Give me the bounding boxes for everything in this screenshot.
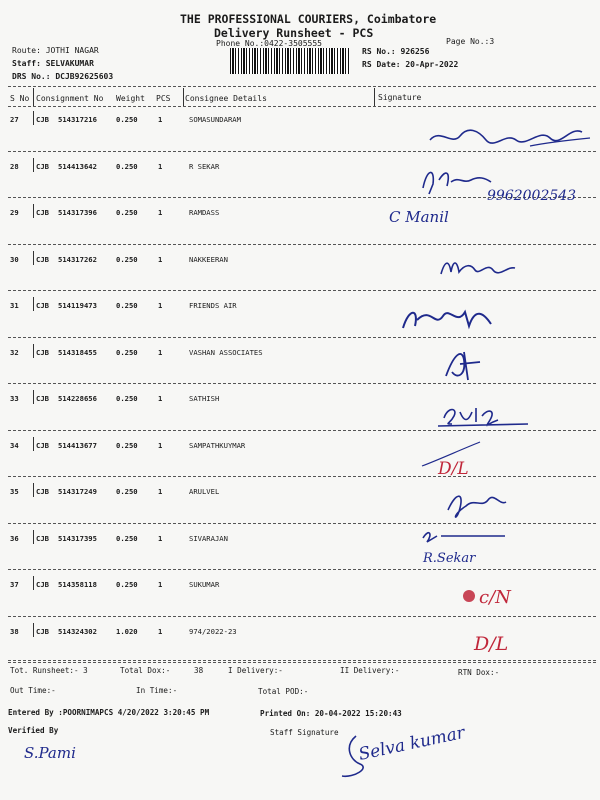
row-pcs: 1 bbox=[158, 394, 163, 403]
row-consignee: NAKKEERAN bbox=[189, 254, 228, 264]
row-consignee: SOMASUNDARAM bbox=[189, 115, 241, 124]
row-cjb: CJB bbox=[36, 394, 49, 403]
staff-signature-label: Staff Signature bbox=[270, 728, 339, 737]
row-pcs: 1 bbox=[158, 580, 163, 589]
staff-label: Staff: SELVAKUMAR bbox=[12, 59, 94, 68]
row-consignee: SAMPATHKUYMAR bbox=[189, 440, 246, 450]
row-sno: 38 bbox=[10, 626, 19, 636]
verified-by-label: Verified By bbox=[8, 726, 59, 735]
divider bbox=[8, 86, 596, 87]
signature-row34 bbox=[420, 440, 600, 482]
row-consignment-no: 514317396 bbox=[58, 208, 97, 217]
svg-text:Selva kumar: Selva kumar bbox=[356, 722, 467, 765]
col-signature: Signature bbox=[378, 93, 422, 102]
row-consignee: ARULVEL bbox=[189, 487, 220, 496]
row-cjb: CJB bbox=[36, 161, 49, 171]
row-weight: 0.250 bbox=[116, 394, 138, 403]
row-consignment-no: 514228656 bbox=[58, 394, 97, 403]
row-weight: 0.250 bbox=[116, 347, 138, 357]
row-consignment-no: 514119473 bbox=[58, 301, 97, 310]
svg-text:C Manil: C Manil bbox=[389, 208, 449, 226]
drs-number: DRS No.: DCJB92625603 bbox=[12, 72, 114, 81]
row-weight: 1.020 bbox=[116, 626, 138, 636]
row-consignee: FRIENDS AIR bbox=[189, 301, 237, 310]
col-sep bbox=[33, 437, 34, 451]
row-sno: 32 bbox=[10, 347, 19, 357]
signature-row36 bbox=[415, 524, 595, 570]
row-sno: 30 bbox=[10, 254, 19, 264]
row-cjb: CJB bbox=[36, 533, 49, 543]
row-pcs: 1 bbox=[158, 115, 163, 124]
rs-number: RS No.: 926256 bbox=[362, 47, 430, 56]
col-sep bbox=[33, 483, 34, 497]
signature-row35 bbox=[440, 486, 600, 520]
svg-text:c/N: c/N bbox=[479, 587, 511, 608]
row-consignee: R SEKAR bbox=[189, 161, 220, 171]
signature-row27 bbox=[420, 118, 600, 158]
svg-text:S.Pami: S.Pami bbox=[24, 744, 76, 762]
row-sno: 29 bbox=[10, 208, 19, 217]
row-divider bbox=[8, 662, 596, 663]
printed-on: Printed On: 20-04-2022 15:20:43 bbox=[260, 709, 402, 718]
row-weight: 0.250 bbox=[116, 533, 138, 543]
in-time: In Time:- bbox=[136, 686, 178, 695]
phone-number: Phone No.:0422-3505555 bbox=[216, 39, 322, 48]
row-divider bbox=[8, 430, 596, 431]
row-sno: 36 bbox=[10, 533, 19, 543]
row-pcs: 1 bbox=[158, 487, 163, 496]
row-weight: 0.250 bbox=[116, 440, 138, 450]
row-cjb: CJB bbox=[36, 487, 49, 496]
row-consignee: SUKUMAR bbox=[189, 580, 220, 589]
row-pcs: 1 bbox=[158, 254, 163, 264]
col-sep bbox=[33, 251, 34, 265]
entered-by: Entered By :POORNIMAPCS 4/20/2022 3:20:45 PM bbox=[8, 708, 210, 717]
document-title: Delivery Runsheet - PCS bbox=[214, 26, 374, 40]
col-sep bbox=[33, 88, 34, 106]
signature-row29 bbox=[385, 202, 565, 232]
phone-note: 9962002543 bbox=[487, 188, 577, 204]
signature-row31 bbox=[395, 298, 575, 338]
col-sep bbox=[33, 158, 34, 172]
row-cjb: CJB bbox=[36, 626, 49, 636]
row-sno: 34 bbox=[10, 440, 19, 450]
col-sep bbox=[33, 297, 34, 311]
row-divider bbox=[8, 290, 596, 291]
row-sno: 27 bbox=[10, 115, 19, 124]
rs-date: RS Date: 20-Apr-2022 bbox=[362, 60, 459, 69]
signature-row38 bbox=[470, 622, 600, 658]
col-sep bbox=[33, 344, 34, 358]
row-consignment-no: 514413642 bbox=[58, 161, 97, 171]
row-pcs: 1 bbox=[158, 347, 163, 357]
svg-text:D/L: D/L bbox=[438, 459, 469, 479]
row-pcs: 1 bbox=[158, 440, 163, 450]
col-sep bbox=[33, 576, 34, 590]
col-sno: S No bbox=[10, 94, 30, 103]
row-sno: 28 bbox=[10, 161, 19, 171]
row-cjb: CJB bbox=[36, 580, 49, 589]
out-time: Out Time:- bbox=[10, 686, 56, 695]
total-pod: Total POD:- bbox=[258, 687, 309, 696]
row-divider bbox=[8, 244, 596, 245]
row-consignment-no: 514317262 bbox=[58, 254, 97, 264]
row-weight: 0.250 bbox=[116, 208, 138, 217]
row-sno: 33 bbox=[10, 394, 19, 403]
col-pcs: PCS bbox=[156, 94, 171, 103]
row-consignment-no: 514317249 bbox=[58, 487, 97, 496]
row-cjb: CJB bbox=[36, 115, 49, 124]
signature-row33 bbox=[438, 398, 600, 428]
row-cjb: CJB bbox=[36, 254, 49, 264]
ii-delivery: II Delivery:- bbox=[340, 666, 400, 675]
route-label: Route: JOTHI NAGAR bbox=[12, 46, 99, 55]
row-consignee: VASHAN ASSOCIATES bbox=[189, 347, 263, 357]
svg-text:R.Sekar: R.Sekar bbox=[423, 551, 476, 566]
signature-row37 bbox=[455, 576, 600, 612]
row-weight: 0.250 bbox=[116, 301, 138, 310]
row-pcs: 1 bbox=[158, 161, 163, 171]
col-sep bbox=[33, 530, 34, 544]
col-consignee: Consignee Details bbox=[185, 94, 267, 103]
col-sep bbox=[374, 88, 375, 106]
col-weight: Weight bbox=[116, 94, 145, 103]
row-consignment-no: 514317216 bbox=[58, 115, 97, 124]
col-sep bbox=[33, 111, 34, 125]
row-pcs: 1 bbox=[158, 626, 163, 636]
verified-signature bbox=[20, 736, 200, 768]
row-consignment-no: 514358118 bbox=[58, 580, 97, 589]
row-cjb: CJB bbox=[36, 347, 49, 357]
row-weight: 0.250 bbox=[116, 161, 138, 171]
signature-row32 bbox=[440, 344, 600, 384]
staff-signature bbox=[320, 716, 520, 786]
row-weight: 0.250 bbox=[116, 580, 138, 589]
row-consignment-no: 514318455 bbox=[58, 347, 97, 357]
row-sno: 37 bbox=[10, 580, 19, 589]
total-dox-label: Total Dox:- bbox=[120, 666, 171, 675]
row-sno: 31 bbox=[10, 301, 19, 310]
row-divider bbox=[8, 616, 596, 617]
col-sep bbox=[33, 390, 34, 404]
col-consignment: Consignment No bbox=[36, 94, 104, 103]
row-consignee: SATHISH bbox=[189, 394, 220, 403]
row-pcs: 1 bbox=[158, 533, 163, 543]
barcode-icon bbox=[230, 48, 350, 74]
col-sep bbox=[33, 623, 34, 637]
row-weight: 0.250 bbox=[116, 115, 138, 124]
divider bbox=[8, 106, 596, 107]
total-dox-value: 38 bbox=[194, 666, 204, 675]
row-consignee: RAMDASS bbox=[189, 208, 220, 217]
row-consignee: 974/2022-23 bbox=[189, 626, 237, 636]
row-weight: 0.250 bbox=[116, 487, 138, 496]
row-consignee: SIVARAJAN bbox=[189, 533, 228, 543]
signature-row28 bbox=[415, 160, 595, 208]
tot-runsheet: Tot. Runsheet:- 3 bbox=[10, 666, 88, 675]
signature-row30 bbox=[435, 252, 600, 280]
row-sno: 35 bbox=[10, 487, 19, 496]
row-cjb: CJB bbox=[36, 440, 49, 450]
rtn-dox: RTN Dox:- bbox=[458, 668, 500, 677]
row-consignment-no: 514317395 bbox=[58, 533, 97, 543]
col-sep bbox=[183, 88, 184, 106]
i-delivery: I Delivery:- bbox=[228, 666, 283, 675]
col-sep bbox=[33, 204, 34, 218]
row-cjb: CJB bbox=[36, 208, 49, 217]
svg-text:D/L: D/L bbox=[474, 633, 509, 655]
row-pcs: 1 bbox=[158, 301, 163, 310]
company-title: THE PROFESSIONAL COURIERS, Coimbatore bbox=[180, 12, 437, 26]
row-cjb: CJB bbox=[36, 301, 49, 310]
row-weight: 0.250 bbox=[116, 254, 138, 264]
row-consignment-no: 514324302 bbox=[58, 626, 97, 636]
divider bbox=[8, 660, 596, 661]
row-pcs: 1 bbox=[158, 208, 163, 217]
row-consignment-no: 514413677 bbox=[58, 440, 97, 450]
page-number: Page No.:3 bbox=[446, 37, 495, 46]
